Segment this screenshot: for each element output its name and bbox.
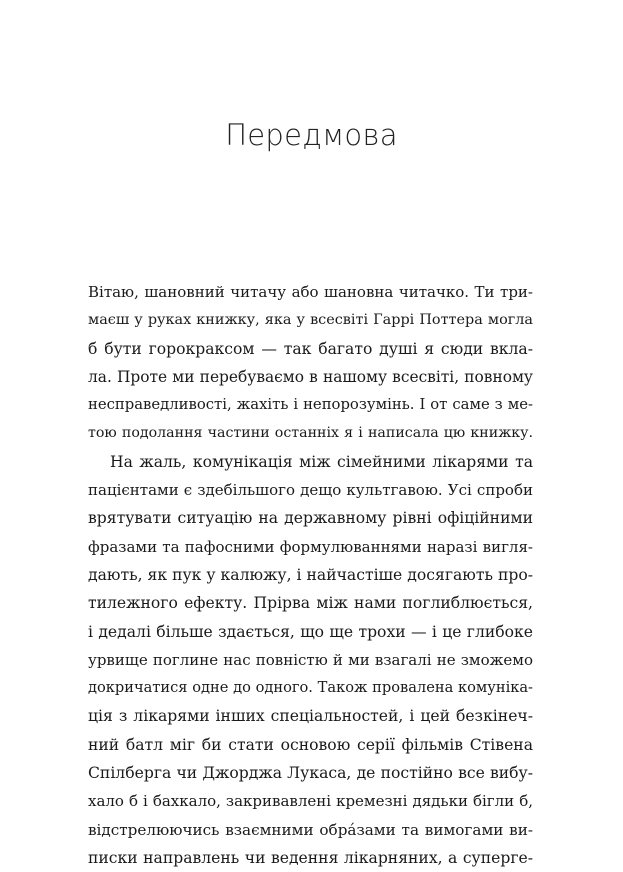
text-line: тою подолання частини останніх я і написала цю книжку. [88,425,533,442]
text-line: Вітаю, шановний читачу або шановна читачко. Ти три- [88,283,533,301]
text-line: урвище поглине нас повністю й ми взагалі не зможемо [88,650,533,669]
body-text [88,278,533,872]
chapter-title: Передмова [225,118,398,152]
text-line: ція з лікарями інших спеціальностей, і цей безкінеч- [88,707,533,726]
text-line: дають, як пук у калюжу, і найчастіше досягають про- [88,565,533,584]
text-line: б бути горокраксом — так багато душі я сюди вкла- [88,339,533,358]
text-line: Спілберга чи Джорджа Лукаса, де постійно все вибу- [88,764,533,783]
text-line: врятувати ситуацію на державному рівні офіційними [88,509,533,528]
text-line: несправедливості, жахіть і непорозумінь. І от саме з ме- [88,396,533,414]
text-line: пацієнтами є здебільшого дещо культгавою. Усі спроби [88,481,533,500]
text-line: маєш у руках книжку, яка у всесвіті Гаррі Поттера могла [88,312,533,329]
text-line: хало б і бахкало, закривавлені кремезні дядьки бігли б, [88,792,533,811]
text-line: ла. Проте ми перебуваємо в нашому всесвіті, повному [88,367,533,386]
text-line: писки направлень чи ведення лікарняних, а суперге- [88,848,533,867]
text-line: фразами та пафосними формулюваннями наразі вигля- [88,537,533,556]
text-line: відстрелюючись взаємними обра́зами та вимогами ви- [88,820,533,839]
text-line: докричатися одне до одного. Також провалена комуніка- [88,679,533,697]
text-line: На жаль, комунікація між сімейними лікарями та [110,452,533,471]
text-line: тилежного ефекту. Прірва між нами поглиблюється, [88,594,533,613]
text-line: і дедалі більше здається, що ще трохи — і це глибоке [88,622,533,641]
text-line: ний батл міг би стати основою серії фільмів Стівена [88,735,533,754]
